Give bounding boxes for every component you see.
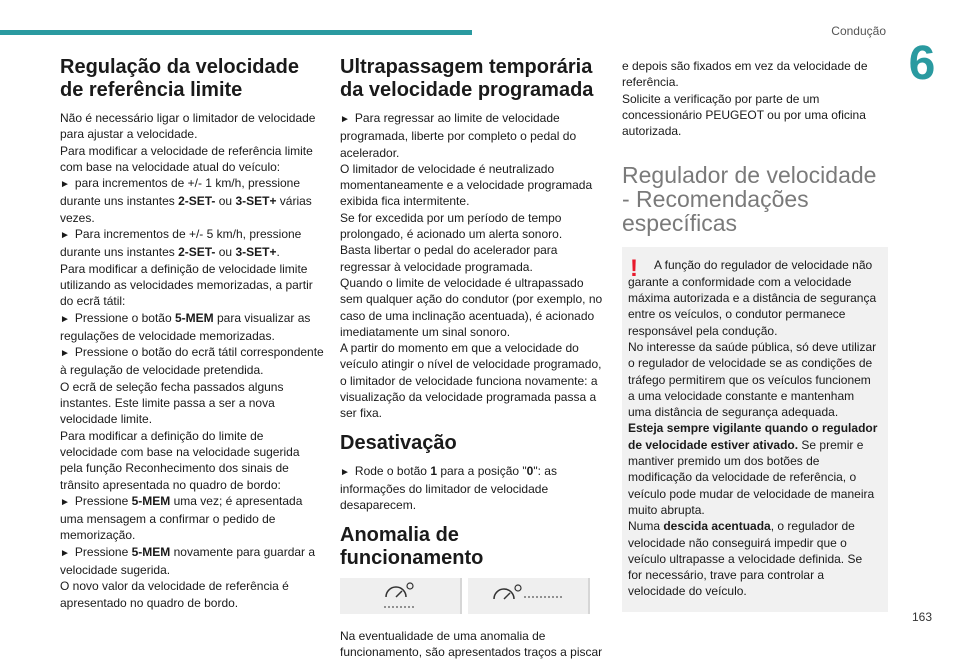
page-number: 163 — [911, 610, 932, 624]
section-name: Condução — [831, 24, 886, 38]
paragraph: A partir do momento em que a velocidade do veículo atingir o nível de velocidade programado, o limitador de velocidade funciona novamente: a visualização da velocidade programada passa a ser fixa. — [340, 341, 602, 421]
paragraph: Não é necessário ligar o limitador de velocidade para ajustar a velocidade. — [60, 111, 316, 142]
bullet-item: ► Rode o botão 1 para a posição "0": as informações do limitador de velocidade desaparecem. — [340, 463, 557, 513]
warning-paragraph: No interesse da saúde pública, só deve utilizar o regulador de velocidade se as condições de tráfego permitirem que os veículos funcionem a uma velocidade constante e mantenham uma distância de segurança adequada. — [628, 339, 877, 420]
paragraph: O limitador de velocidade é neutralizado momentaneamente e a velocidade programada exibida fica intermitente. — [340, 161, 593, 209]
bullet-item: ► Pressione o botão do ecrã tátil correspondente à regulação de velocidade pretendida. — [60, 345, 324, 378]
warning-box — [622, 247, 888, 611]
paragraph: e depois são fixados em vez da velocidade de referência. — [622, 59, 868, 90]
bullet-arrow-icon: ► — [60, 348, 70, 360]
bullet-item: ► para incrementos de +/- 1 km/h, pressione durante uns instantes 2-SET- ou 3-SET+ várias vezes. — [60, 176, 312, 225]
heading-cruise-control-recommendations: Regulador de velocidade - Recomendações específicas — [622, 162, 877, 237]
bullet-arrow-icon: ► — [340, 466, 350, 478]
paragraph: Se for excedida por um período de tempo prolongado, é acionado um alerta sonoro. — [340, 210, 563, 242]
heading-deactivation: Desativação — [340, 431, 457, 454]
speed-limiter-fault-icon — [340, 578, 462, 614]
heading-malfunction: Anomalia de funcionamento — [340, 523, 484, 569]
chapter-number: 6 — [908, 37, 936, 90]
column-middle — [340, 56, 604, 660]
warning-paragraph: Esteja sempre vigilante quando o regulador de velocidade estiver ativado. Se premir e mantiver premido um dos botões de modificação da velocidade de referência, o veículo pode mudar de velocidade de maneira muito abrupta. — [628, 421, 878, 517]
bullet-arrow-icon: ► — [60, 230, 70, 242]
bullet-item: ► Para regressar ao limite de velocidade programada, liberte por completo o pedal do acelerador. — [340, 111, 577, 160]
bullet-item: ► Pressione 5-MEM novamente para guardar a velocidade sugerida. — [60, 544, 316, 578]
paragraph: Para modificar a definição de velocidade limite utilizando as velocidades memorizadas, a partir do ecrã tátil: — [60, 261, 313, 309]
fault-display-illustration — [340, 578, 604, 614]
bullet-item: ► Pressione o botão 5-MEM para visualizar as regulações de velocidade memorizadas. — [60, 310, 311, 343]
paragraph: Na eventualidade de uma anomalia de funcionamento, são apresentados traços a piscar — [340, 628, 603, 659]
paragraph: Para modificar a velocidade de referência limite com base na velocidade atual do veículo: — [60, 143, 313, 174]
column-left — [60, 56, 324, 611]
bullet-arrow-icon: ► — [60, 179, 70, 191]
bullet-arrow-icon: ► — [60, 496, 70, 508]
paragraph: Basta libertar o pedal do acelerador para regressar à velocidade programada. — [340, 243, 558, 274]
bullet-item: ► Pressione 5-MEM uma vez; é apresentada uma mensagem a confirmar o pedido de memorização. — [60, 493, 303, 543]
paragraph: O novo valor da velocidade de referência é apresentado no quadro de bordo. — [60, 579, 289, 610]
bullet-item: ► Para incrementos de +/- 5 km/h, pressione durante uns instantes 2-SET- ou 3-SET+. — [60, 227, 302, 260]
speed-limiter-fault-dashes-icon — [468, 578, 590, 614]
warning-exclamation-icon: ! — [630, 255, 638, 283]
paragraph: O ecrã de seleção fecha passados alguns instantes. Este limite passa a ser a nova velocidade limite. — [60, 379, 284, 427]
bullet-arrow-icon: ► — [60, 313, 70, 325]
bullet-arrow-icon: ► — [60, 547, 70, 559]
warning-paragraph: Numa descida acentuada, o regulador de velocidade não conseguirá impedir que o veículo ultrapasse a velocidade definida. Se for necessário, trave para controlar a velocidade do veículo. — [628, 519, 863, 599]
heading-reference-speed: Regulação da velocidade de referência limite — [60, 56, 299, 101]
heading-temporary-override: Ultrapassagem temporária da velocidade programada — [340, 56, 594, 101]
column-right — [622, 58, 888, 612]
paragraph: Para modificar a definição do limite de velocidade com base na velocidade sugerida pela função Reconhecimento dos sinais de trânsito apresentada no quadro de bordo: — [60, 428, 300, 492]
bullet-arrow-icon: ► — [340, 114, 350, 125]
header-accent-bar — [0, 30, 472, 35]
paragraph: Solicite a verificação por parte de um concessionário PEUGEOT ou por uma oficina autorizada. — [622, 91, 866, 139]
paragraph: Quando o limite de velocidade é ultrapassado sem qualquer ação do condutor (por exemplo, no caso de uma inclinação acentuada), é acionado imediatamente um sinal sonoro. — [340, 275, 603, 339]
warning-paragraph: A função do regulador de velocidade não garante a conformidade com a velocidade máxima autorizada e a distância de segurança entre os veículos, o condutor permanece responsável pela condução. — [628, 258, 877, 338]
